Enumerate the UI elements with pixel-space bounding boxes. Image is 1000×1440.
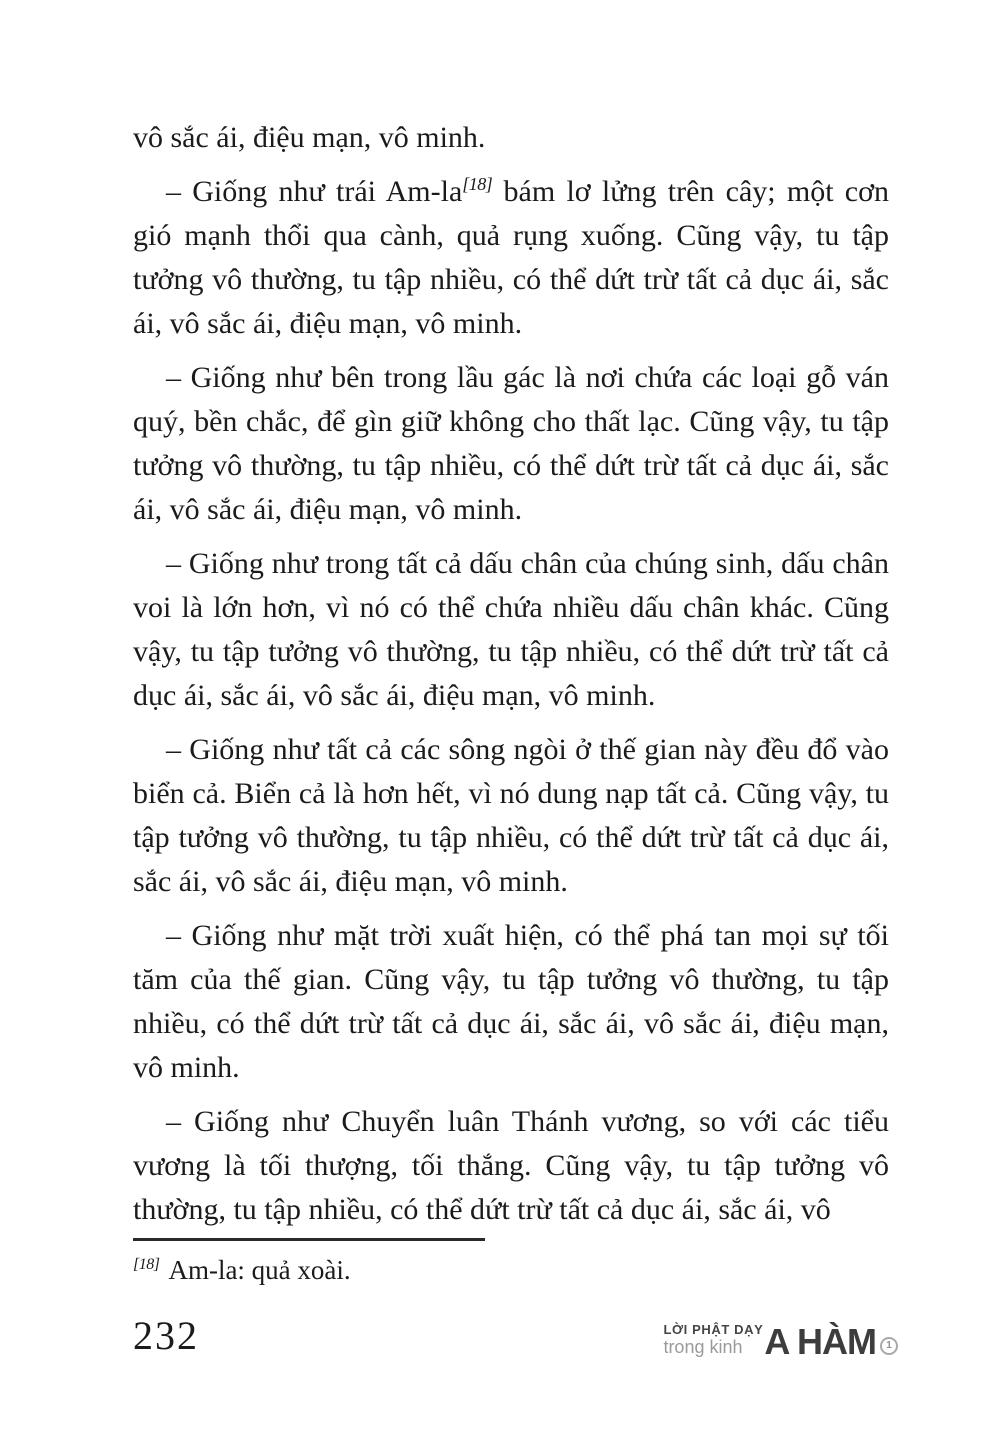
logo-tagline-bottom: trong kinh	[663, 1337, 743, 1357]
paragraph-text: bám lơ lửng trên cây; một cơn gió mạnh thổi qua cành, quả rụng xuống. Cũng vậy, tu tập tưởng vô thường, tu tập nhiều, có thể dứt trừ tất cả dục ái, sắc ái, vô sắc ái, điệu mạn, vô minh.	[133, 175, 889, 340]
page-number: 232	[133, 1313, 199, 1358]
page-body	[133, 116, 889, 1242]
footnote-ref-18: [18]	[462, 174, 493, 194]
footnote-marker: [18]	[133, 1256, 160, 1273]
logo-tagline	[663, 1323, 763, 1356]
publisher-logo	[663, 1321, 898, 1362]
footnote-text: Am-la: quả xoài.	[168, 1255, 351, 1285]
paragraph-continuation: vô sắc ái, điệu mạn, vô minh.	[133, 121, 486, 154]
logo-title: A HÀM	[764, 1321, 876, 1362]
footnote	[133, 1254, 889, 1286]
logo-tagline-top: LỜI PHẬT DẠY	[663, 1322, 764, 1337]
paragraph-footprint-simile: – Giống như trong tất cả dấu chân của chúng sinh, dấu chân voi là lớn hơn, vì nó có thể chứa nhiều dấu chân khác. Cũng vậy, tu tập tưởng vô thường, tu tập nhiều, có thể dứt trừ tất cả dục ái, sắc ái, vô sắc ái, điệu mạn, vô minh.	[133, 547, 889, 712]
footnote-area	[133, 1238, 889, 1286]
paragraph-sun-simile: – Giống như mặt trời xuất hiện, có thể phá tan mọi sự tối tăm của thế gian. Cũng vậy, tu tập tưởng vô thường, tu tập nhiều, có thể dứt trừ tất cả dục ái, sắc ái, vô sắc ái, điệu mạn, vô minh.	[133, 919, 889, 1084]
paragraph-ocean-simile: – Giống như tất cả các sông ngòi ở thế gian này đều đổ vào biển cả. Biển cả là hơn hết, vì nó dung nạp tất cả. Cũng vậy, tu tập tưởng vô thường, tu tập nhiều, có thể dứt trừ tất cả dục ái, sắc ái, vô sắc ái, điệu mạn, vô minh.	[133, 733, 889, 898]
page-footer	[133, 1313, 898, 1362]
volume-badge-icon: 1	[880, 1337, 898, 1355]
paragraph-amla-simile	[133, 170, 889, 346]
footnote-divider	[133, 1238, 485, 1241]
paragraph-pavilion-simile: – Giống như bên trong lầu gác là nơi chứa các loại gỗ ván quý, bền chắc, để gìn giữ không cho thất lạc. Cũng vậy, tu tập tưởng vô thường, tu tập nhiều, có thể dứt trừ tất cả dục ái, sắc ái, vô sắc ái, điệu mạn, vô minh.	[133, 361, 889, 526]
paragraph-text: – Giống như trái Am-la	[166, 175, 463, 208]
paragraph-king-simile: – Giống như Chuyển luân Thánh vương, so với các tiểu vương là tối thượng, tối thắng. Cũng vậy, tu tập tưởng vô thường, tu tập nhiều, có thể dứt trừ tất cả dục ái, sắc ái, vô	[133, 1105, 889, 1226]
